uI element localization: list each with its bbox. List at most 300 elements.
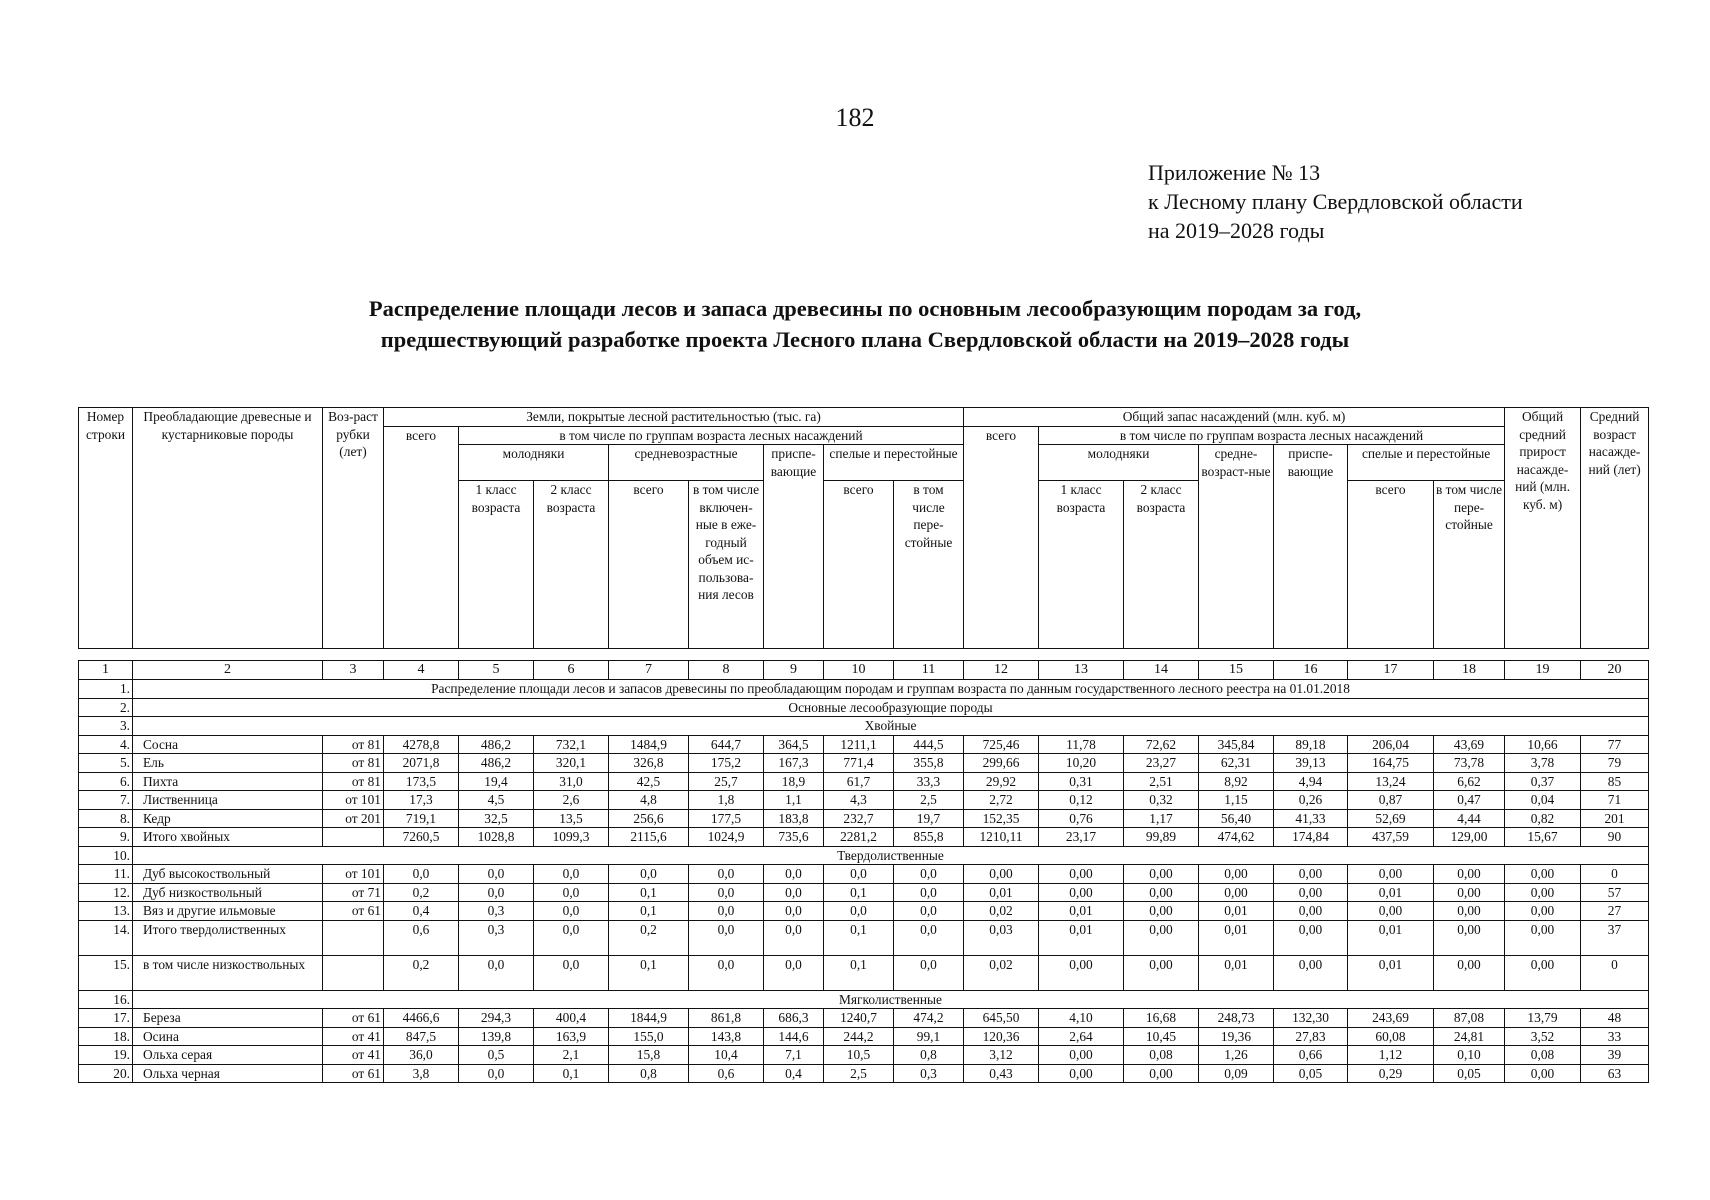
header-land-included: в том числе включен-ные в еже-годный объем ис-пользова-ния лесов (689, 481, 764, 649)
table-cell: 57 (1581, 883, 1649, 902)
cutting-age (323, 955, 384, 990)
table-cell: 0,00 (1434, 865, 1505, 884)
table-cell: 732,1 (534, 735, 609, 754)
species-name: Итого твердолиственных (133, 920, 323, 955)
header-stock-mature-total: всего (1348, 481, 1434, 649)
section-label: Хвойные (133, 717, 1649, 736)
table-cell: 4,8 (609, 791, 689, 810)
cutting-age: от 61 (323, 1064, 384, 1083)
table-cell: 1,8 (689, 791, 764, 810)
table-cell: 7260,5 (384, 828, 459, 847)
appendix-line-3: на 2019–2028 годы (1148, 218, 1325, 243)
table-cell: 164,75 (1348, 754, 1434, 773)
species-name: Дуб низкоствольный (133, 883, 323, 902)
table-cell: 13,5 (534, 809, 609, 828)
table-cell: 61,7 (824, 772, 894, 791)
table-cell: 0,00 (1199, 883, 1274, 902)
table-cell: 4,5 (459, 791, 534, 810)
table-cell: 0,0 (764, 883, 824, 902)
table-cell: 0,0 (689, 865, 764, 884)
table-cell: 99,1 (894, 1027, 964, 1046)
table-cell: 0,03 (964, 920, 1039, 955)
table-cell: 1844,9 (609, 1009, 689, 1028)
table-cell: 0,01 (1039, 902, 1124, 921)
table-row (79, 1064, 1649, 1083)
row-number: 19. (79, 1046, 133, 1065)
row-number: 12. (79, 883, 133, 902)
row-number: 13. (79, 902, 133, 921)
table-cell: 1,12 (1348, 1046, 1434, 1065)
table-cell: 0,00 (1434, 883, 1505, 902)
table-cell: 1210,11 (964, 828, 1039, 847)
row-number: 3. (79, 717, 133, 736)
table-cell: 0,0 (689, 955, 764, 990)
table-row (79, 902, 1649, 921)
table-cell: 10,4 (689, 1046, 764, 1065)
header-avg-age: Средний возраст насажде-ний (лет) (1581, 408, 1649, 649)
species-name: Осина (133, 1027, 323, 1046)
table-cell: 18,9 (764, 772, 824, 791)
cutting-age: от 81 (323, 754, 384, 773)
table-cell: 0,00 (1039, 1064, 1124, 1083)
species-name: Ольха черная (133, 1064, 323, 1083)
species-name: Дуб высокоствольный (133, 865, 323, 884)
column-number: 17 (1348, 661, 1434, 680)
table-cell: 0,0 (609, 865, 689, 884)
section-label: Мягколиственные (133, 990, 1649, 1009)
table-cell: 0,00 (1434, 955, 1505, 990)
table-cell: 0,0 (764, 955, 824, 990)
table-header (78, 407, 1649, 649)
table-cell: 27,83 (1274, 1027, 1348, 1046)
cutting-age: от 61 (323, 1009, 384, 1028)
section-label: Основные лесообразующие породы (133, 698, 1649, 717)
table-cell: 0,00 (1274, 865, 1348, 884)
table-cell: 4,94 (1274, 772, 1348, 791)
table-cell: 0,32 (1124, 791, 1199, 810)
species-name: Ольха серая (133, 1046, 323, 1065)
row-number: 14. (79, 920, 133, 955)
table-cell: 10,66 (1505, 735, 1581, 754)
table-cell: 19,7 (894, 809, 964, 828)
row-number: 20. (79, 1064, 133, 1083)
table-cell: 486,2 (459, 754, 534, 773)
table-cell: 167,3 (764, 754, 824, 773)
table-cell: 0,00 (1124, 883, 1199, 902)
table-cell: 13,79 (1505, 1009, 1581, 1028)
column-number: 14 (1124, 661, 1199, 680)
table-cell: 0,43 (964, 1064, 1039, 1083)
table-cell: 1211,1 (824, 735, 894, 754)
table-cell: 1099,3 (534, 828, 609, 847)
species-name: в том числе низкоствольных (133, 955, 323, 990)
species-name: Ель (133, 754, 323, 773)
table-cell: 1240,7 (824, 1009, 894, 1028)
row-number: 17. (79, 1009, 133, 1028)
row-number: 8. (79, 809, 133, 828)
table-cell: 85 (1581, 772, 1649, 791)
column-number: 15 (1199, 661, 1274, 680)
table-cell: 444,5 (894, 735, 964, 754)
species-name: Кедр (133, 809, 323, 828)
table-cell: 8,92 (1199, 772, 1274, 791)
row-number: 15. (79, 955, 133, 990)
title-line-1: Распределение площади лесов и запаса древесины по основным лесообразующим породам за год, (368, 296, 1362, 321)
table-row (79, 955, 1649, 990)
species-name: Вяз и другие ильмовые (133, 902, 323, 921)
table-cell: 0,01 (1348, 920, 1434, 955)
table-cell: 0,87 (1348, 791, 1434, 810)
table-cell: 0,04 (1505, 791, 1581, 810)
table-cell: 645,50 (964, 1009, 1039, 1028)
table-cell: 0,00 (1124, 920, 1199, 955)
table-cell: 32,5 (459, 809, 534, 828)
header-stock-groups: в том числе по группам возраста лесных насаждений (1039, 426, 1505, 445)
column-number: 10 (824, 661, 894, 680)
table-cell: 0,10 (1434, 1046, 1505, 1065)
table-cell: 48 (1581, 1009, 1649, 1028)
row-number: 5. (79, 754, 133, 773)
column-number: 20 (1581, 661, 1649, 680)
column-number: 8 (689, 661, 764, 680)
table-row (79, 809, 1649, 828)
column-number: 19 (1505, 661, 1581, 680)
cutting-age: от 201 (323, 809, 384, 828)
row-number: 1. (79, 680, 133, 699)
table-cell: 3,12 (964, 1046, 1039, 1065)
table-cell: 0,00 (1505, 865, 1581, 884)
table-cell: 0,26 (1274, 791, 1348, 810)
table-cell: 0,47 (1434, 791, 1505, 810)
table-cell: 139,8 (459, 1027, 534, 1046)
table-cell: 0,0 (459, 865, 534, 884)
table-cell: 0,1 (824, 955, 894, 990)
cutting-age: от 71 (323, 883, 384, 902)
table-cell: 232,7 (824, 809, 894, 828)
table-cell: 4278,8 (384, 735, 459, 754)
table-cell: 2,1 (534, 1046, 609, 1065)
table-cell: 41,33 (1274, 809, 1348, 828)
table-cell: 486,2 (459, 735, 534, 754)
species-name: Береза (133, 1009, 323, 1028)
table-cell: 355,8 (894, 754, 964, 773)
column-number: 3 (323, 661, 384, 680)
table-cell: 725,46 (964, 735, 1039, 754)
table-cell: 0,01 (1199, 955, 1274, 990)
table-cell: 132,30 (1274, 1009, 1348, 1028)
table-cell: 0,00 (1039, 955, 1124, 990)
table-cell: 143,8 (689, 1027, 764, 1046)
table-cell: 2,5 (824, 1064, 894, 1083)
header-land-middle: средневозрастные (609, 445, 764, 481)
table-cell: 52,69 (1348, 809, 1434, 828)
table-cell: 0,00 (1434, 902, 1505, 921)
table-cell: 0,66 (1274, 1046, 1348, 1065)
table-cell: 0,8 (609, 1064, 689, 1083)
table-cell: 0,1 (824, 883, 894, 902)
table-cell: 294,3 (459, 1009, 534, 1028)
table-cell: 0,0 (534, 920, 609, 955)
cutting-age: от 41 (323, 1027, 384, 1046)
header-stock-middle: средне-возраст-ные (1199, 445, 1274, 649)
table-cell: 87,08 (1434, 1009, 1505, 1028)
header-land-young: молодняки (459, 445, 609, 481)
table-cell: 120,36 (964, 1027, 1039, 1046)
table-row (79, 754, 1649, 773)
column-number: 12 (964, 661, 1039, 680)
table-cell: 23,17 (1039, 828, 1124, 847)
table-cell: 0,1 (824, 920, 894, 955)
table-cell: 0,0 (534, 902, 609, 921)
table-cell: 0,0 (824, 902, 894, 921)
table-cell: 0,76 (1039, 809, 1124, 828)
table-cell: 0 (1581, 955, 1649, 990)
header-stock-mature: спелые и перестойные (1348, 445, 1505, 481)
row-number: 18. (79, 1027, 133, 1046)
table-cell: 244,2 (824, 1027, 894, 1046)
column-number: 1 (79, 661, 133, 680)
table-cell: 37 (1581, 920, 1649, 955)
table-cell: 861,8 (689, 1009, 764, 1028)
table-cell: 89,18 (1274, 735, 1348, 754)
table-cell: 0,00 (1505, 902, 1581, 921)
table-cell: 0,00 (1124, 902, 1199, 921)
table-cell: 0,2 (384, 955, 459, 990)
table-cell: 0,00 (1039, 883, 1124, 902)
table-cell: 0,01 (1348, 883, 1434, 902)
page-number: 182 (835, 103, 875, 132)
table-cell: 36,0 (384, 1046, 459, 1065)
species-name: Пихта (133, 772, 323, 791)
data-table (78, 660, 1649, 1083)
table-cell: 42,5 (609, 772, 689, 791)
table-cell: 73,78 (1434, 754, 1505, 773)
table-cell: 0,00 (1348, 865, 1434, 884)
table-row (79, 920, 1649, 955)
table-cell: 2,64 (1039, 1027, 1124, 1046)
table-cell: 0,6 (689, 1064, 764, 1083)
table-cell: 71 (1581, 791, 1649, 810)
row-number: 6. (79, 772, 133, 791)
column-number: 4 (384, 661, 459, 680)
table-cell: 0,0 (384, 865, 459, 884)
column-number: 7 (609, 661, 689, 680)
table-cell: 13,24 (1348, 772, 1434, 791)
table-cell: 10,5 (824, 1046, 894, 1065)
header-land-total: всего (384, 426, 459, 649)
header-land: Земли, покрытые лесной растительностью (тыс. га) (384, 408, 964, 427)
table-cell: 3,8 (384, 1064, 459, 1083)
table-cell: 2,5 (894, 791, 964, 810)
row-number: 16. (79, 990, 133, 1009)
table-cell: 0,1 (609, 883, 689, 902)
table-cell: 0,2 (609, 920, 689, 955)
header-stock: Общий запас насаждений (млн. куб. м) (964, 408, 1505, 427)
table-cell: 0,12 (1039, 791, 1124, 810)
table-cell: 0,3 (459, 920, 534, 955)
column-numbers-row (79, 661, 1649, 680)
table-cell: 855,8 (894, 828, 964, 847)
table-cell: 201 (1581, 809, 1649, 828)
table-cell: 0,6 (384, 920, 459, 955)
table-row (79, 735, 1649, 754)
table-cell: 0,08 (1505, 1046, 1581, 1065)
table-cell: 0,01 (1199, 902, 1274, 921)
section-row (79, 990, 1649, 1009)
table-cell: 23,27 (1124, 754, 1199, 773)
table-cell: 0,0 (824, 865, 894, 884)
table-cell: 99,89 (1124, 828, 1199, 847)
table-row (79, 883, 1649, 902)
header-stock-total: всего (964, 426, 1039, 649)
table-cell: 56,40 (1199, 809, 1274, 828)
table-cell: 0,00 (1274, 920, 1348, 955)
table-cell: 474,2 (894, 1009, 964, 1028)
table-cell: 2,72 (964, 791, 1039, 810)
header-land-overmature: в том числе пере-стойные (894, 481, 964, 649)
table-cell: 0,37 (1505, 772, 1581, 791)
header-row-number: Номер строки (79, 408, 133, 649)
header-stock-maturing: приспе-вающие (1274, 445, 1348, 649)
table-cell: 0,0 (534, 883, 609, 902)
appendix-caption (1148, 158, 1523, 245)
table-cell: 77 (1581, 735, 1649, 754)
header-land-mature-total: всего (824, 481, 894, 649)
column-number: 6 (534, 661, 609, 680)
table-cell: 0,00 (1274, 955, 1348, 990)
table-cell: 0,0 (689, 902, 764, 921)
table-cell: 0,0 (764, 902, 824, 921)
table-cell: 0 (1581, 865, 1649, 884)
table-cell: 0,82 (1505, 809, 1581, 828)
table-row (79, 865, 1649, 884)
table-cell: 6,62 (1434, 772, 1505, 791)
data-table-body (79, 661, 1649, 1083)
section-row (79, 680, 1649, 699)
table-row (79, 1046, 1649, 1065)
table-cell: 1484,9 (609, 735, 689, 754)
table-cell: 0,00 (1348, 902, 1434, 921)
header-land-maturing: приспе-вающие (764, 445, 824, 649)
section-row (79, 717, 1649, 736)
table-cell: 152,35 (964, 809, 1039, 828)
section-label: Распределение площади лесов и запасов древесины по преобладающим породам и группам возраста по данным государственного лесного реестра на 01.01.2018 (133, 680, 1649, 699)
table-cell: 0,0 (894, 865, 964, 884)
table-cell: 364,5 (764, 735, 824, 754)
table-cell: 0,3 (894, 1064, 964, 1083)
table-cell: 19,4 (459, 772, 534, 791)
table-cell: 0,0 (894, 920, 964, 955)
table-cell: 0,02 (964, 902, 1039, 921)
table-cell: 15,8 (609, 1046, 689, 1065)
table-cell: 0,0 (534, 955, 609, 990)
column-number: 11 (894, 661, 964, 680)
column-number: 13 (1039, 661, 1124, 680)
title-line-2: предшествующий разработке проекта Лесного плана Свердловской области на 2019–2028 годы (380, 327, 1350, 352)
table-cell: 174,84 (1274, 828, 1348, 847)
header-age: Воз-раст рубки (лет) (323, 408, 384, 649)
row-number: 10. (79, 846, 133, 865)
table-cell: 345,84 (1199, 735, 1274, 754)
table-cell: 33 (1581, 1027, 1649, 1046)
row-number: 9. (79, 828, 133, 847)
table-cell: 39,13 (1274, 754, 1348, 773)
table-cell: 0,0 (459, 955, 534, 990)
table-cell: 3,52 (1505, 1027, 1581, 1046)
table-cell: 163,9 (534, 1027, 609, 1046)
table-cell: 0,00 (1434, 920, 1505, 955)
table-cell: 256,6 (609, 809, 689, 828)
table-cell: 0,0 (689, 883, 764, 902)
header-stock-overmature: в том числе пере-стойные (1434, 481, 1505, 649)
header-species: Преобладающие древесные и кустарниковые породы (133, 408, 323, 649)
table-cell: 177,5 (689, 809, 764, 828)
table-cell: 11,78 (1039, 735, 1124, 754)
cutting-age (323, 828, 384, 847)
table-cell: 0,0 (894, 902, 964, 921)
table-cell: 0,0 (764, 920, 824, 955)
table-cell: 206,04 (1348, 735, 1434, 754)
table-cell: 31,0 (534, 772, 609, 791)
table-cell: 299,66 (964, 754, 1039, 773)
section-label: Твердолиственные (133, 846, 1649, 865)
table-cell: 7,1 (764, 1046, 824, 1065)
table-cell: 0,01 (1348, 955, 1434, 990)
table-cell: 326,8 (609, 754, 689, 773)
cutting-age: от 81 (323, 772, 384, 791)
header-land-middle-total: всего (609, 481, 689, 649)
cutting-age: от 101 (323, 865, 384, 884)
document-title (200, 293, 1530, 355)
table-cell: 15,67 (1505, 828, 1581, 847)
table-cell: 4,10 (1039, 1009, 1124, 1028)
table-cell: 771,4 (824, 754, 894, 773)
table-cell: 72,62 (1124, 735, 1199, 754)
table-cell: 2281,2 (824, 828, 894, 847)
table-cell: 0,01 (1039, 920, 1124, 955)
table-row (79, 1009, 1649, 1028)
cutting-age: от 101 (323, 791, 384, 810)
table-cell: 43,69 (1434, 735, 1505, 754)
table-cell: 1024,9 (689, 828, 764, 847)
table-cell: 173,5 (384, 772, 459, 791)
header-stock-class1: 1 класс возраста (1039, 481, 1124, 649)
table-cell: 437,59 (1348, 828, 1434, 847)
table-cell: 0,3 (459, 902, 534, 921)
header-land-class2: 2 класс возраста (534, 481, 609, 649)
table-cell: 0,00 (1124, 1064, 1199, 1083)
table-cell: 0,08 (1124, 1046, 1199, 1065)
table-cell: 2115,6 (609, 828, 689, 847)
table-cell: 129,00 (1434, 828, 1505, 847)
table-cell: 1,17 (1124, 809, 1199, 828)
section-row (79, 698, 1649, 717)
table-cell: 10,20 (1039, 754, 1124, 773)
column-number: 16 (1274, 661, 1348, 680)
table-cell: 19,36 (1199, 1027, 1274, 1046)
header-land-mature: спелые и перестойные (824, 445, 964, 481)
header-growth: Общий средний прирост насажде-ний (млн. куб. м) (1505, 408, 1581, 649)
table-cell: 0,29 (1348, 1064, 1434, 1083)
table-cell: 0,02 (964, 955, 1039, 990)
table-cell: 0,1 (609, 902, 689, 921)
header-land-class1: 1 класс возраста (459, 481, 534, 649)
table-cell: 0,0 (894, 955, 964, 990)
table-cell: 0,00 (1039, 865, 1124, 884)
column-number: 5 (459, 661, 534, 680)
table-cell: 400,4 (534, 1009, 609, 1028)
table-cell: 2,51 (1124, 772, 1199, 791)
